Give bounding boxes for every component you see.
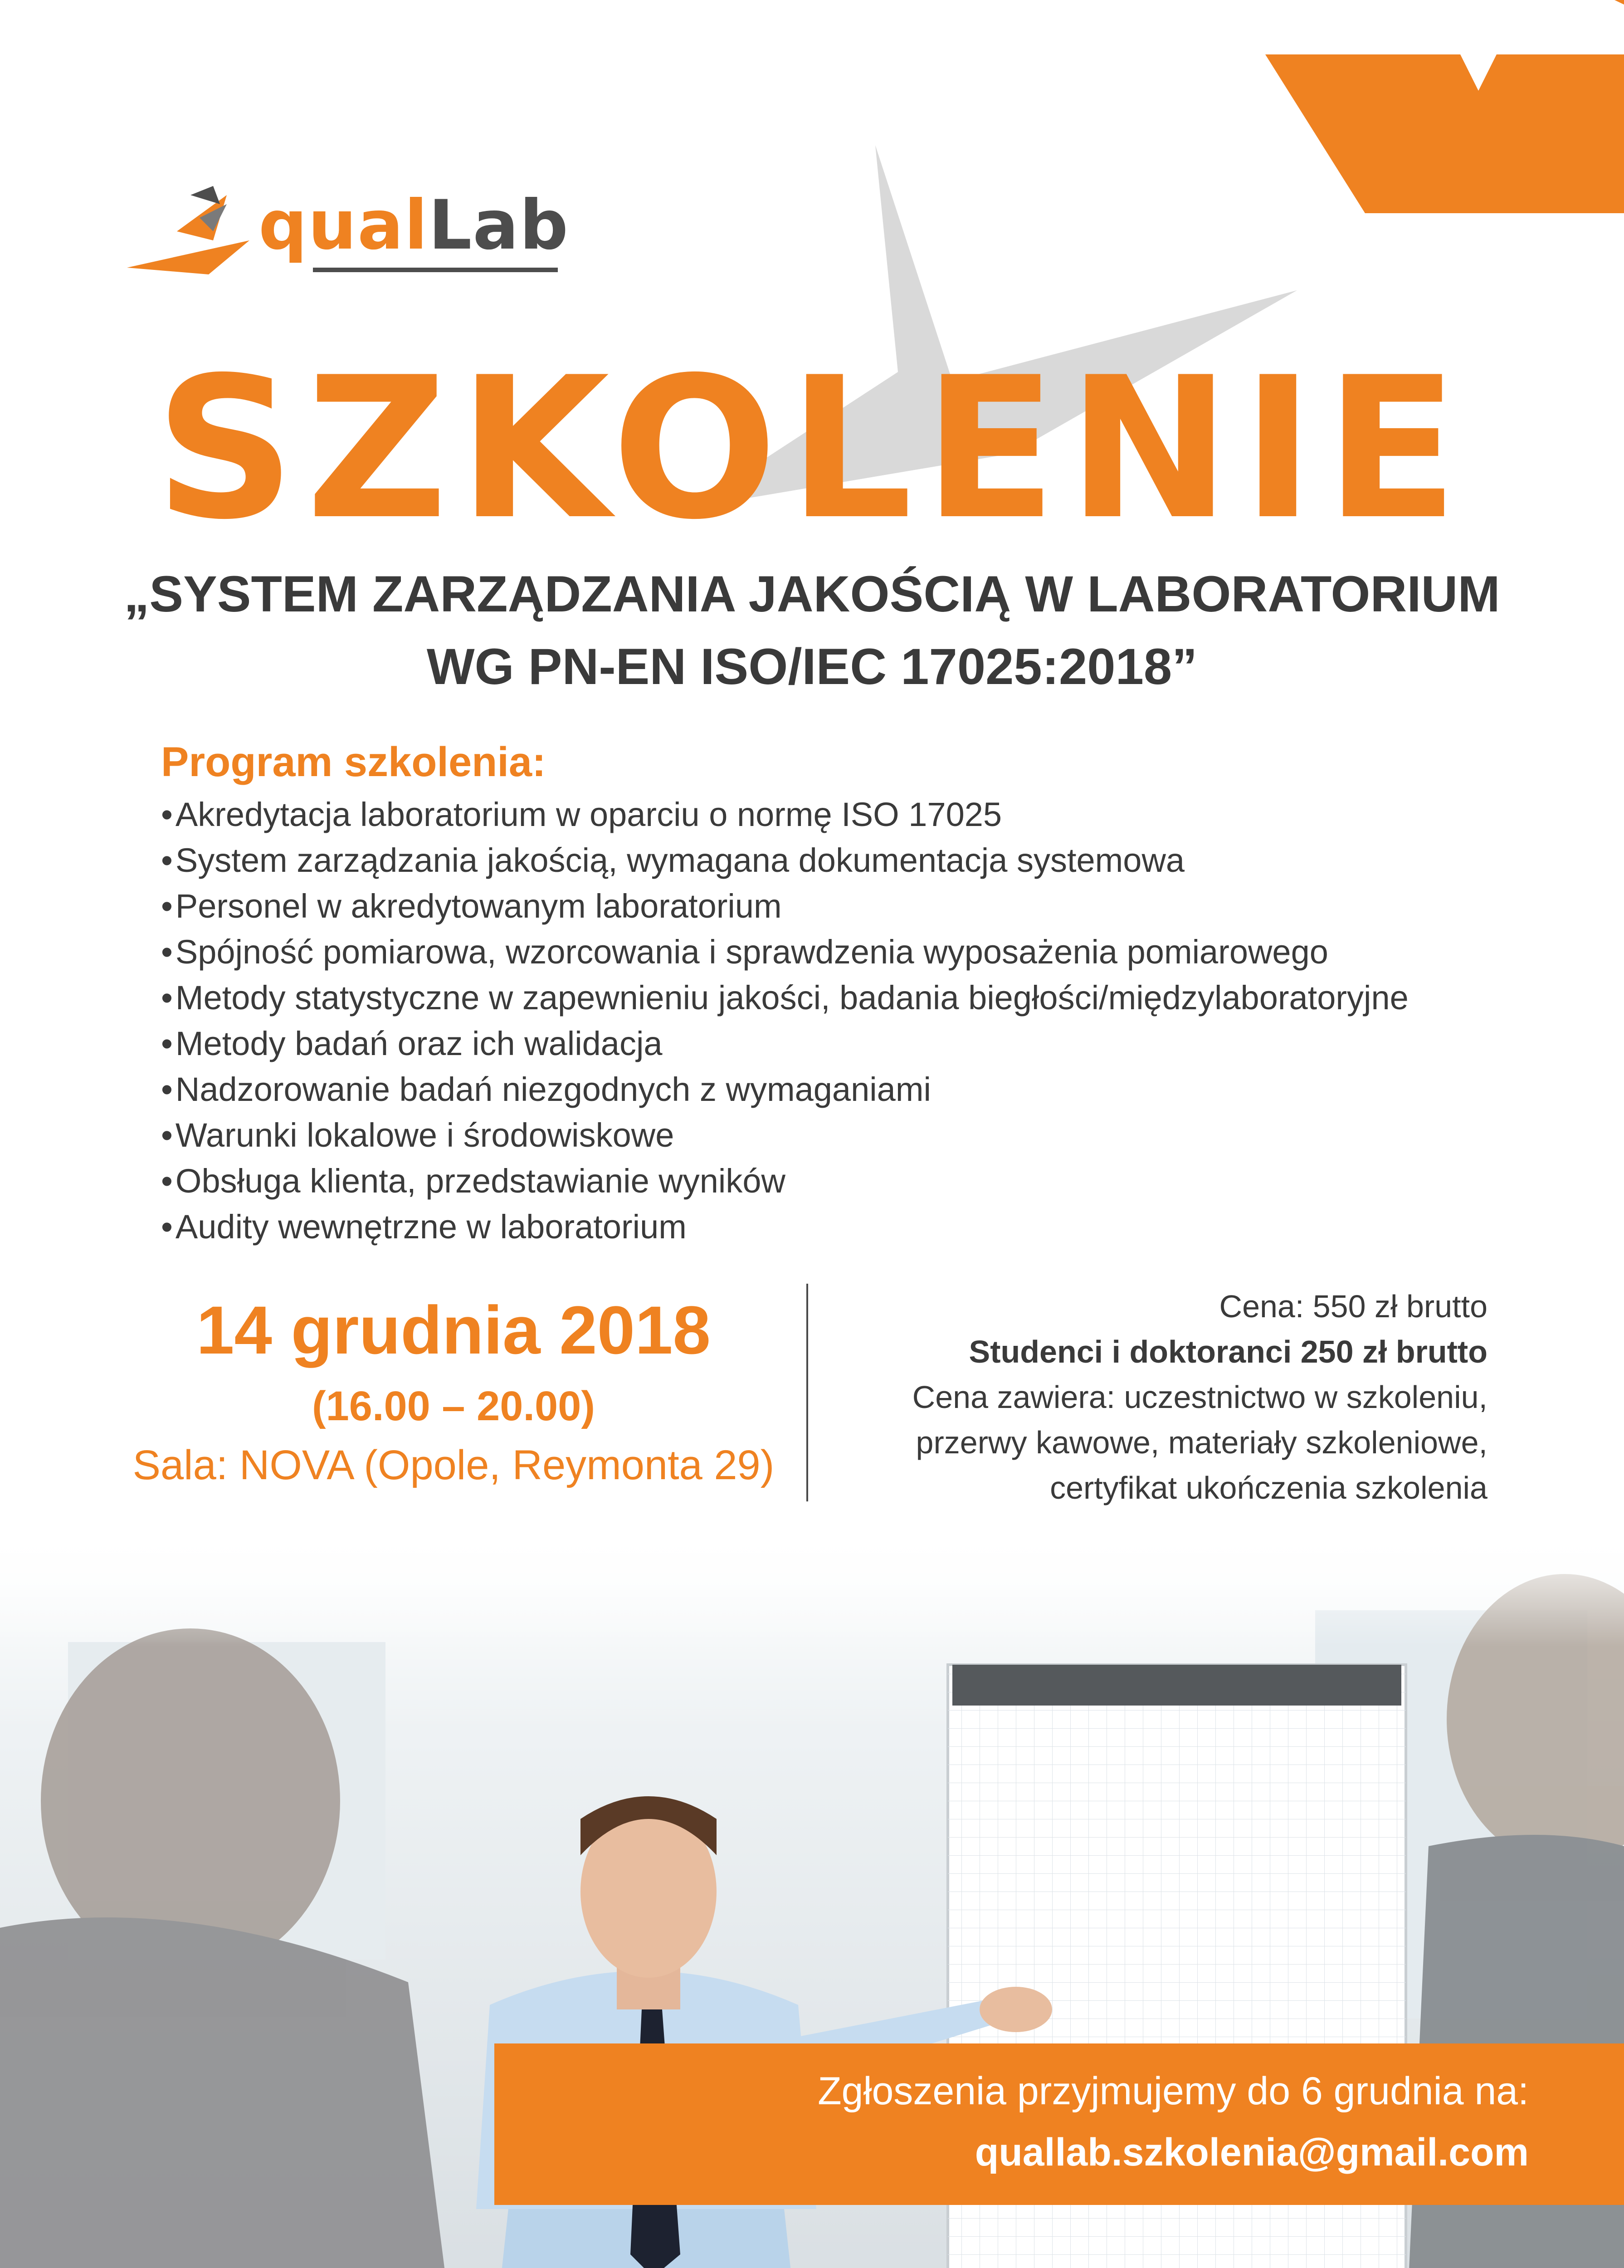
event-date: 14 grudnia 2018 — [196, 1292, 711, 1368]
price-includes-line3: certyfikat ukończenia szkolenia — [1050, 1470, 1487, 1505]
logo-underline — [313, 268, 558, 272]
training-title-line2: WG PN-EN ISO/IEC 17025:2018” — [426, 638, 1198, 695]
logo-wordmark — [258, 186, 569, 265]
program-item: • Warunki lokalowe i środowiskowe — [161, 1112, 1567, 1158]
vertical-divider — [806, 1284, 808, 1501]
program-section — [161, 733, 1567, 1250]
training-title — [0, 558, 1624, 703]
program-item: • Personel w akredytowanym laboratorium — [161, 883, 1567, 929]
event-venue: Sala: NOVA (Opole, Reymonta 29) — [132, 1442, 775, 1488]
program-title: Program szkolenia: — [161, 739, 546, 785]
registration-email[interactable]: quallab.szkolenia@gmail.com — [975, 2131, 1529, 2174]
logo-bird-icon — [122, 177, 258, 281]
headline: SZKOLENIE — [155, 336, 1469, 562]
program-item: • Metody statystyczne w zapewnieniu jakości, badania biegłości/międzylaboratoryjne — [161, 975, 1567, 1021]
orange-corner-shape — [1265, 54, 1624, 213]
program-item: • Spójność pomiarowa, wzorcowania i sprawdzenia wyposażenia pomiarowego — [161, 929, 1567, 975]
price-includes-line2: przerwy kawowe, materiały szkoleniowe, — [916, 1425, 1487, 1460]
quallab-logo — [122, 177, 599, 281]
program-item: • Obsługa klienta, przedstawianie wyników — [161, 1158, 1567, 1204]
price-regular: Cena: 550 zł brutto — [1219, 1289, 1487, 1324]
program-list — [161, 792, 1567, 1250]
program-item: • Audity wewnętrzne w laboratorium — [161, 1204, 1567, 1250]
program-item: • Akredytacja laboratorium w oparciu o normę ISO 17025 — [161, 792, 1567, 837]
registration-banner — [494, 2043, 1624, 2205]
pricing-info — [839, 1284, 1487, 1510]
price-students: Studenci i doktoranci 250 zł brutto — [969, 1334, 1487, 1369]
training-title-line1: „SYSTEM ZARZĄDZANIA JAKOŚCIĄ W LABORATORIUM — [124, 566, 1500, 622]
event-time: (16.00 – 20.00) — [312, 1383, 595, 1429]
logo-lab: Lab — [428, 186, 569, 265]
logo-qual: qual — [258, 186, 429, 265]
registration-deadline: Zgłoszenia przyjmujemy do 6 grudnia na: — [818, 2069, 1529, 2113]
program-item: • Metody badań oraz ich walidacja — [161, 1021, 1567, 1066]
program-item: • Nadzorowanie badań niezgodnych z wymaganiami — [161, 1066, 1567, 1112]
program-item: • System zarządzania jakością, wymagana dokumentacja systemowa — [161, 837, 1567, 883]
orange-mark-top-right — [1614, 0, 1624, 5]
price-includes-line1: Cena zawiera: uczestnictwo w szkoleniu, — [912, 1379, 1487, 1415]
